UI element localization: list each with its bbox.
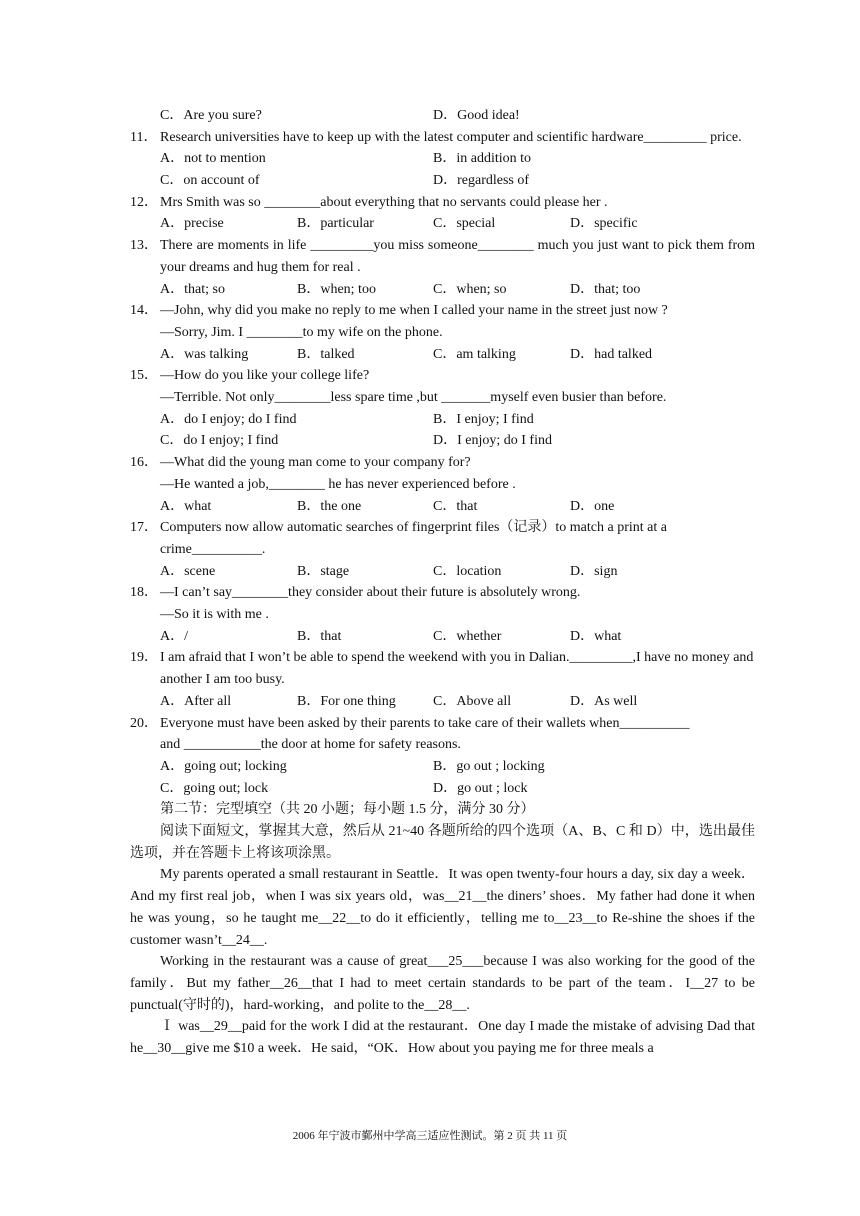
option-d: D．As well (570, 693, 638, 709)
passage-paragraph-2: Working in the restaurant was a cause of great___25___because I was also working for the good of the family．But my father__26__that I had to meet certain standards to be part of the team．I__27 to be punctual(守时的)，hard-working，and polite to the__28__. (130, 954, 755, 1013)
question-stem: and ___________the door at home for safety reasons. (160, 737, 461, 753)
question-number: 18． (130, 585, 158, 601)
question-number: 20． (130, 715, 158, 731)
option-b: B．that (297, 628, 342, 644)
option-c: C．whether (433, 628, 502, 644)
option-d: D．one (570, 498, 615, 514)
options-row (130, 279, 755, 301)
question-19 (130, 647, 755, 690)
options-row (130, 170, 755, 192)
section-title: 第二节：完型填空（共 20 小题；每小题 1.5 分，满分 30 分） (160, 802, 535, 818)
question-stem: —Sorry, Jim. I ________to my wife on the phone. (160, 324, 443, 340)
question-13 (130, 235, 755, 278)
option-d: D．had talked (570, 346, 653, 362)
question-stem: —I can’t say________they consider about their future is absolutely wrong. (160, 585, 581, 601)
option-a: A．scene (160, 563, 216, 579)
question-11 (130, 127, 755, 149)
option-c: C．Above all (433, 693, 512, 709)
passage-paragraph-3: Ｉ was__29__paid for the work I did at the restaurant．One day I made the mistake of advising Dad that he__30__give me $10 a week．He said，“OK．How about you paying me for three meals a (130, 1019, 755, 1057)
question-stem: crime__________. (160, 541, 266, 557)
option-b: B．in addition to (433, 151, 531, 167)
instruction-text: 阅读下面短文，掌握其大意，然后从 21~40 各题所给的四个选项（A、B、C 和 D）中，选出最佳选项，并在答题卡上将该项涂黑。 (130, 823, 755, 861)
question-number: 19． (130, 650, 158, 666)
option-a: A．do I enjoy; do I find (160, 411, 297, 427)
question-18 (130, 582, 755, 625)
question-number: 12． (130, 194, 158, 210)
option-c: C．location (433, 563, 502, 579)
question-16 (130, 452, 755, 495)
options-row (130, 626, 755, 648)
options-row (130, 213, 755, 235)
option-c: C．that (433, 498, 478, 514)
option-c: C．special (433, 216, 496, 232)
option-c: C．when; so (433, 281, 507, 297)
option-b: B．the one (297, 498, 362, 514)
options-row (130, 344, 755, 366)
option-b: B．when; too (297, 281, 376, 297)
question-stem: Everyone must have been asked by their parents to take care of their wallets when__________ (160, 715, 690, 731)
option-d: D．Good idea! (433, 108, 520, 123)
question-17 (130, 517, 755, 560)
question-stem: —He wanted a job,________ he has never experienced before . (160, 476, 516, 492)
option-a: A．what (160, 498, 212, 514)
option-a: A．/ (160, 628, 188, 644)
option-c: C．Are you sure? (160, 108, 262, 123)
option-d: D．regardless of (433, 173, 530, 189)
question-14 (130, 300, 755, 343)
option-d: D．sign (570, 563, 618, 579)
page-footer: 2006 年宁波市鄞州中学高三适应性测试。第 2 页 共 11 页 (292, 1130, 568, 1142)
options-row (130, 756, 755, 778)
question-number: 13． (130, 238, 158, 254)
option-c: C．going out; lock (160, 780, 269, 796)
option-a: A．going out; locking (160, 758, 287, 774)
question-number: 14． (130, 303, 158, 319)
question-number: 17． (130, 520, 158, 536)
question-number: 15． (130, 368, 158, 384)
question-12 (130, 192, 755, 214)
question-number: 11． (130, 129, 158, 145)
option-d: D．I enjoy; do I find (433, 433, 552, 449)
options-row-q10 (130, 105, 755, 127)
options-row (130, 430, 755, 452)
option-b: B．For one thing (297, 693, 396, 709)
question-stem: —Terrible. Not only________less spare time ,but _______myself even busier than before. (160, 390, 667, 406)
option-b: B．talked (297, 346, 355, 362)
option-a: A．that; so (160, 281, 225, 297)
options-row (130, 148, 755, 170)
options-row (130, 691, 755, 713)
page-content (130, 105, 755, 1060)
question-20 (130, 713, 755, 756)
option-a: A．was talking (160, 346, 249, 362)
option-c: C．on account of (160, 173, 260, 189)
option-a: A．precise (160, 216, 224, 232)
option-c: C．am talking (433, 346, 516, 362)
option-c: C．do I enjoy; I find (160, 433, 279, 449)
options-row (130, 496, 755, 518)
option-b: B．I enjoy; I find (433, 411, 534, 427)
passage-paragraph-1: My parents operated a small restaurant in Seattle．It was open twenty-four hours a day, six day a week．And my first real job，when I was six years old，was__21__the diners’ shoes．My father had done it when he was young，so he taught me__22__to do it efficiently，telling me to__23__to Re-shine the shoes if the customer wasn’t__24__. (130, 867, 755, 948)
option-b: B．go out ; locking (433, 758, 545, 774)
question-15 (130, 365, 755, 408)
option-a: A．not to mention (160, 151, 266, 167)
option-b: B．stage (297, 563, 350, 579)
question-stem: Mrs Smith was so ________about everything that no servants could please her . (160, 194, 608, 210)
options-row (130, 409, 755, 431)
question-stem: Computers now allow automatic searches of fingerprint files（记录）to match a print at a (160, 520, 667, 536)
option-d: D．specific (570, 216, 638, 232)
question-number: 16． (130, 455, 158, 471)
option-d: D．that; too (570, 281, 641, 297)
option-d: D．what (570, 628, 622, 644)
question-stem: There are moments in life _________you miss someone________ much you just want to pick them from your dreams and hug them for real . (160, 238, 755, 275)
options-row (130, 778, 755, 800)
question-stem: I am afraid that I won’t be able to spend the weekend with you in Dalian._________,I have no money and another I am too busy. (160, 650, 754, 688)
question-stem: —So it is with me . (160, 607, 269, 623)
options-row (130, 561, 755, 583)
question-stem: —What did the young man come to your company for? (160, 455, 471, 471)
option-d: D．go out ; lock (433, 780, 528, 796)
option-a: A．After all (160, 693, 232, 709)
option-b: B．particular (297, 216, 374, 232)
question-stem: Research universities have to keep up with the latest computer and scientific hardware_________ price. (160, 129, 742, 145)
question-stem: —How do you like your college life? (160, 368, 370, 384)
question-stem: —John, why did you make no reply to me when I called your name in the street just now ? (160, 303, 668, 319)
